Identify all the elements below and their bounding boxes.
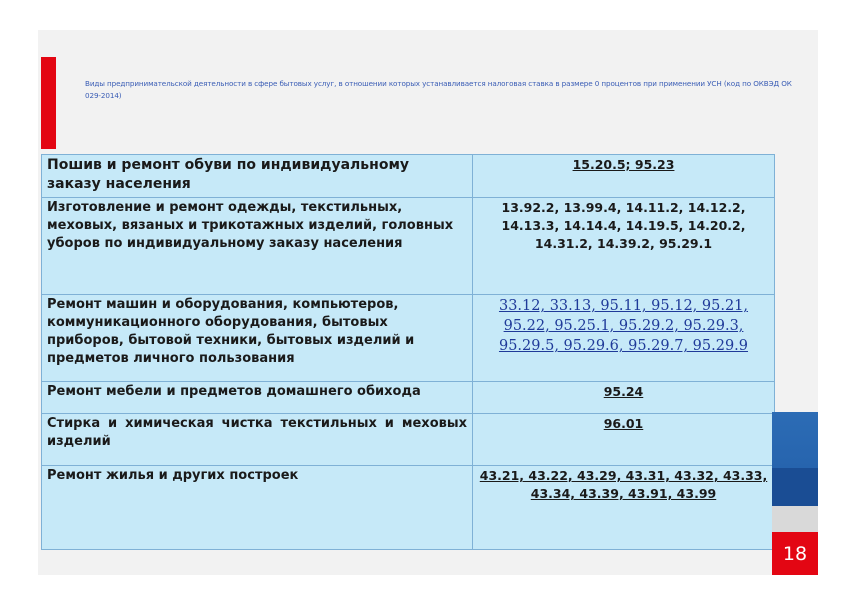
decorative-flag-stripe-dark xyxy=(772,468,818,508)
okved-code-cell: 96.01 xyxy=(473,414,775,466)
table-row xyxy=(42,382,775,414)
okved-code-cell: 15.20.5; 95.23 xyxy=(473,155,775,198)
table-row xyxy=(42,155,775,198)
activity-cell: Ремонт мебели и предметов домашнего обихода xyxy=(42,382,473,414)
okved-code-cell: 43.21, 43.22, 43.29, 43.31, 43.32, 43.33, 43.34, 43.39, 43.91, 43.99 xyxy=(473,466,775,550)
decorative-flag-stripe-white xyxy=(772,506,818,532)
table-row xyxy=(42,295,775,382)
activity-cell: Изготовление и ремонт одежды, текстильных, меховых, вязаных и трикотажных изделий, головных уборов по индивидуальному заказу населения xyxy=(42,198,473,295)
activity-cell: Пошив и ремонт обуви по индивидуальному заказу населения xyxy=(42,155,473,198)
okved-code-cell: 33.12, 33.13, 95.11, 95.12, 95.21, 95.22, 95.25.1, 95.29.2, 95.29.3, 95.29.5, 95.29.6, 95.29.7, 95.29.9 xyxy=(473,295,775,382)
activity-codes-table xyxy=(41,154,775,550)
table-row xyxy=(42,466,775,550)
page-number: 18 xyxy=(772,532,818,575)
okved-code-cell: 95.24 xyxy=(473,382,775,414)
activity-cell: Ремонт жилья и других построек xyxy=(42,466,473,550)
slide-title: Виды предпринимательской деятельности в сфере бытовых услуг, в отношении которых устанавливается налоговая ставка в размере 0 процентов при применении УСН (код по ОКВЭД ОК 029-2014) xyxy=(85,79,792,100)
table-row xyxy=(42,414,775,466)
okved-code-cell: 13.92.2, 13.99.4, 14.11.2, 14.12.2, 14.13.3, 14.14.4, 14.19.5, 14.20.2, 14.31.2, 14.39.2, 95.29.1 xyxy=(473,198,775,295)
activity-cell: Стирка и химическая чистка текстильных и меховых изделий xyxy=(42,414,473,466)
table-row xyxy=(42,198,775,295)
title-accent-bar xyxy=(41,57,56,149)
activity-cell: Ремонт машин и оборудования, компьютеров, коммуникационного оборудования, бытовых приборов, бытовой техники, бытовых изделий и предметов личного пользования xyxy=(42,295,473,382)
